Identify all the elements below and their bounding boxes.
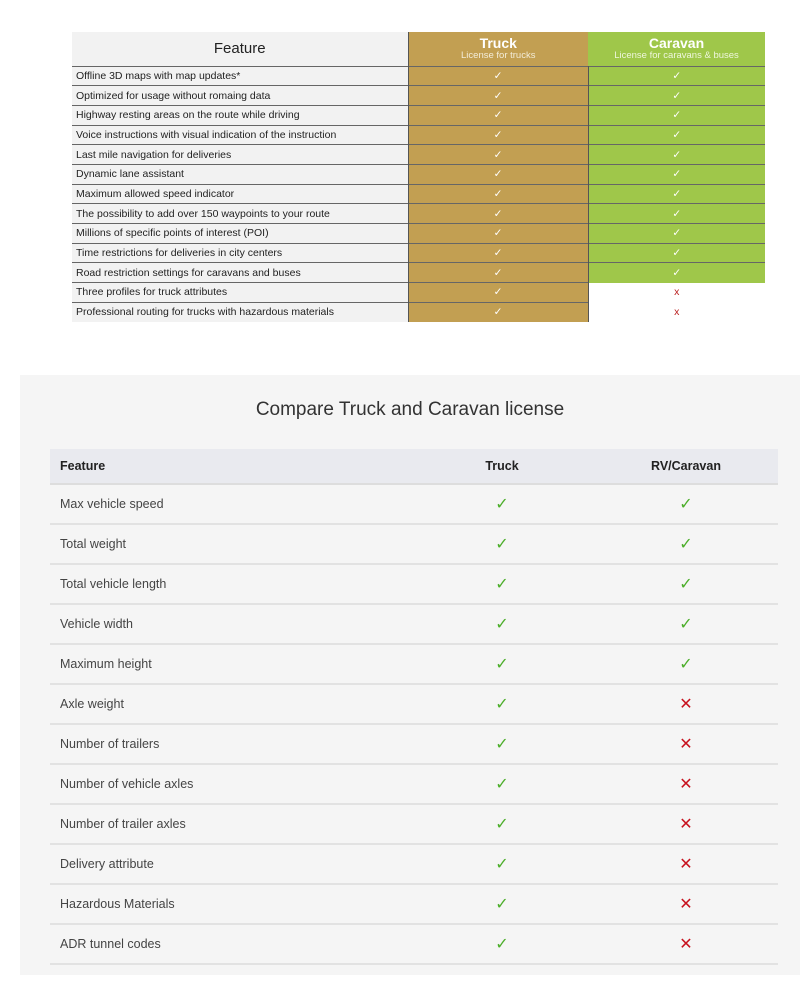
feature-cell: Number of trailer axles: [50, 804, 410, 844]
table-row: [72, 66, 765, 86]
truck-cell: [410, 524, 594, 564]
section-title: Compare Truck and Caravan license: [255, 399, 565, 420]
truck-cell: [410, 884, 594, 924]
truck-check-icon: ✓: [408, 145, 588, 165]
caravan-check-icon: ✓: [588, 86, 765, 106]
feature-cell: Maximum height: [50, 644, 410, 684]
caravan-header: [588, 32, 765, 66]
truck-check-icon: ✓: [408, 283, 588, 303]
caravan-check-icon: ✓: [588, 164, 765, 184]
truck-subtitle: License for trucks: [461, 50, 536, 62]
caravan-check-icon: ✓: [588, 243, 765, 263]
caravan-cross-icon: x: [588, 302, 765, 322]
feature-cell: Professional routing for trucks with hazardous materials: [72, 302, 408, 322]
caravan-title: Caravan: [648, 34, 705, 51]
feature-cell: Last mile navigation for deliveries: [72, 145, 408, 165]
cross-icon: ✕: [679, 936, 693, 953]
feature-cell: Max vehicle speed: [50, 484, 410, 524]
table-row: [72, 164, 765, 184]
caravan-check-icon: ✓: [588, 66, 765, 86]
table-row: [50, 804, 778, 844]
license-feature-table: [72, 32, 765, 322]
feature-cell: The possibility to add over 150 waypoints to your route: [72, 204, 408, 224]
check-icon: ✓: [495, 856, 509, 873]
caravan-check-icon: ✓: [588, 263, 765, 283]
table-row: [72, 125, 765, 145]
check-icon: ✓: [495, 696, 509, 713]
caravan-cell: [594, 764, 778, 804]
table-row: [72, 302, 765, 322]
table-row: [72, 204, 765, 224]
feature-cell: Optimized for usage without romaing data: [72, 86, 408, 106]
feature-cell: Total vehicle length: [50, 564, 410, 604]
caravan-cell: [594, 564, 778, 604]
check-icon: ✓: [679, 536, 693, 553]
truck-cell: [410, 804, 594, 844]
table-row: [50, 684, 778, 724]
caravan-subtitle: License for caravans & buses: [614, 50, 739, 62]
cross-icon: ✕: [679, 856, 693, 873]
caravan-check-icon: ✓: [588, 125, 765, 145]
truck-check-icon: ✓: [408, 105, 588, 125]
truck-cell: [410, 644, 594, 684]
feature-header: Feature: [72, 32, 408, 66]
table-row: [72, 184, 765, 204]
table-row: [72, 105, 765, 125]
caravan-check-icon: ✓: [588, 224, 765, 244]
table-row: [50, 604, 778, 644]
caravan-check-icon: ✓: [588, 184, 765, 204]
feature-cell: Road restriction settings for caravans and buses: [72, 263, 408, 283]
feature-cell: Three profiles for truck attributes: [72, 283, 408, 303]
truck-cell: [410, 564, 594, 604]
check-icon: ✓: [495, 776, 509, 793]
table-row: [50, 924, 778, 964]
truck-check-icon: ✓: [408, 66, 588, 86]
check-icon: ✓: [679, 496, 693, 513]
cross-icon: ✕: [679, 896, 693, 913]
check-icon: ✓: [679, 656, 693, 673]
feature-cell: ADR tunnel codes: [50, 924, 410, 964]
caravan-cell: [594, 804, 778, 844]
feature-cell: Axle weight: [50, 684, 410, 724]
caravan-cell: [594, 524, 778, 564]
compare-section: [20, 375, 800, 975]
truck-check-icon: ✓: [408, 184, 588, 204]
check-icon: ✓: [495, 576, 509, 593]
cross-icon: ✕: [679, 696, 693, 713]
check-icon: ✓: [495, 616, 509, 633]
feature-cell: Millions of specific points of interest (POI): [72, 224, 408, 244]
table-row: [72, 243, 765, 263]
table-row: [50, 844, 778, 884]
truck-check-icon: ✓: [408, 86, 588, 106]
truck-cell: [410, 844, 594, 884]
feature-cell: Time restrictions for deliveries in city centers: [72, 243, 408, 263]
check-icon: ✓: [495, 656, 509, 673]
table-row: [50, 484, 778, 524]
table-row: [50, 644, 778, 684]
feature-cell: Offline 3D maps with map updates*: [72, 66, 408, 86]
truck-header: Truck: [410, 449, 594, 484]
truck-check-icon: ✓: [408, 224, 588, 244]
caravan-cell: [594, 644, 778, 684]
feature-cell: Vehicle width: [50, 604, 410, 644]
check-icon: ✓: [495, 816, 509, 833]
truck-check-icon: ✓: [408, 243, 588, 263]
feature-cell: Number of vehicle axles: [50, 764, 410, 804]
check-icon: ✓: [495, 496, 509, 513]
feature-cell: Number of trailers: [50, 724, 410, 764]
truck-header: [408, 32, 588, 66]
truck-cell: [410, 604, 594, 644]
truck-cell: [410, 684, 594, 724]
check-icon: ✓: [679, 616, 693, 633]
truck-cell: [410, 484, 594, 524]
table-row: [50, 564, 778, 604]
feature-header: Feature: [50, 449, 410, 484]
table-row: [72, 145, 765, 165]
table-row: [72, 263, 765, 283]
caravan-cell: [594, 924, 778, 964]
table-row: [72, 283, 765, 303]
table-row: [72, 86, 765, 106]
caravan-header: RV/Caravan: [594, 449, 778, 484]
compare-table: [50, 449, 778, 965]
caravan-cell: [594, 844, 778, 884]
check-icon: ✓: [495, 536, 509, 553]
caravan-check-icon: ✓: [588, 145, 765, 165]
cross-icon: ✕: [679, 776, 693, 793]
truck-check-icon: ✓: [408, 164, 588, 184]
feature-cell: Highway resting areas on the route while driving: [72, 105, 408, 125]
caravan-cell: [594, 684, 778, 724]
cross-icon: ✕: [679, 816, 693, 833]
feature-cell: Maximum allowed speed indicator: [72, 184, 408, 204]
truck-cell: [410, 764, 594, 804]
truck-check-icon: ✓: [408, 263, 588, 283]
truck-check-icon: ✓: [408, 125, 588, 145]
feature-cell: Dynamic lane assistant: [72, 164, 408, 184]
caravan-check-icon: ✓: [588, 105, 765, 125]
table-row: [50, 884, 778, 924]
truck-title: Truck: [479, 34, 517, 51]
check-icon: ✓: [495, 736, 509, 753]
table-row: [72, 224, 765, 244]
caravan-cross-icon: x: [588, 283, 765, 303]
table-row: [50, 764, 778, 804]
feature-cell: Total weight: [50, 524, 410, 564]
feature-cell: Voice instructions with visual indication of the instruction: [72, 125, 408, 145]
truck-check-icon: ✓: [408, 204, 588, 224]
feature-cell: Hazardous Materials: [50, 884, 410, 924]
feature-cell: Delivery attribute: [50, 844, 410, 884]
check-icon: ✓: [495, 936, 509, 953]
truck-cell: [410, 924, 594, 964]
table-row: [50, 524, 778, 564]
check-icon: ✓: [495, 896, 509, 913]
table-row: [50, 724, 778, 764]
caravan-cell: [594, 884, 778, 924]
caravan-cell: [594, 604, 778, 644]
truck-check-icon: ✓: [408, 302, 588, 322]
check-icon: ✓: [679, 576, 693, 593]
caravan-cell: [594, 484, 778, 524]
caravan-check-icon: ✓: [588, 204, 765, 224]
cross-icon: ✕: [679, 736, 693, 753]
caravan-cell: [594, 724, 778, 764]
truck-cell: [410, 724, 594, 764]
